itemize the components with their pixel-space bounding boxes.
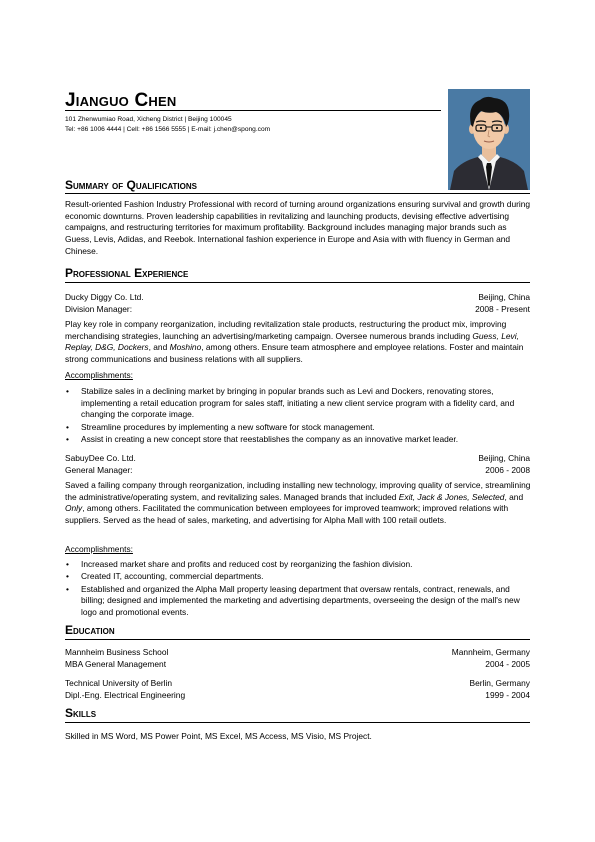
job2-accomplishments-label: Accomplishments: [65,544,133,554]
job1-company: Ducky Diggy Co. Ltd. [65,292,144,302]
job1-description: Play key role in company reorganization, including revitalization stale products, restructuring the product mix, improving merchandising strategies, launching an advertising/marketing campaign. Oversee numerous brands including Guess, Levi, Replay, D&G, Dockers, and Moshino, among others. Ensure team atmosphere and employee relations. Foster and maintain strong communications and business relations with all suppliers. [65,319,524,365]
education-heading: Education [65,623,115,637]
skills-text: Skilled in MS Word, MS Power Point, MS Excel, MS Access, MS Visio, MS Project. [65,731,372,741]
school2-dates: 1999 - 2004 [485,690,530,700]
school1-name: Mannheim Business School [65,647,169,657]
job2-location: Beijing, China [478,453,530,463]
job2-company-row [65,453,530,463]
job1-accomplishments-label: Accomplishments: [65,370,133,380]
education-rule [65,639,530,640]
job2-brand-last: Only [65,503,83,514]
address-line: 101 Zhenwumiao Road, Xicheng District | Beijing 100045 [65,116,232,123]
summary-heading: Summary of Qualifications [65,178,197,192]
contact-line: Tel: +86 1006 4444 | Cell: +86 1566 5555 | E-mail: j.chen@spong.com [65,126,271,133]
school2-degree: Dipl.-Eng. Electrical Engineering [65,690,186,700]
summary-text: Result-oriented Fashion Industry Professional with record of turning around organizations ensuring survival and growth during economic downturns. Proven leadership capabilities in revitalizing and launching products, devising effective advertising campaigns, and restructuring territories for maximum profitability. Background includes managing major brands such as Guess, Levis, Adidas, and Reebok. International fashion experience in Europe and Asia with with fluency in German and Chinese. [65,199,531,256]
experience-rule [65,282,530,283]
school2-location: Berlin, Germany [469,678,530,688]
list-item: • Assist in creating a new concept store that reestablishes the company as an innovative market leader. [66,434,459,444]
list-item: • Established and organized the Alpha Mall property leasing department that oversaw rentals, contract, renewals, and billing; designed and implemented the marketing and advertising departments, overseeing the design of the mall's new logo and promotional events. [66,583,520,617]
job1-accomplishments-list [65,386,531,446]
job2-brands: Exit, Jack & Jones, Selected [398,491,505,502]
school1-dates: 2004 - 2005 [485,659,530,669]
school2-name: Technical University of Berlin [65,678,173,688]
profile-photo [448,89,530,190]
school1-location: Mannheim, Germany [451,647,530,657]
job2-company: SabuyDee Co. Ltd. [65,453,136,463]
job2-accomplishments-list [65,559,531,619]
job1-company-row [65,292,530,302]
list-item: • Increased market share and profits and reduced cost by reorganizing the fashion division. [66,559,413,569]
school1-degree: MBA General Management [65,659,167,669]
school1-row [65,647,530,657]
job1-brand-last: Moshino [169,342,202,353]
school2-row [65,678,530,688]
list-item: • Created IT, accounting, commercial departments. [66,571,264,582]
job1-brands: Guess, Levi, Replay, D&G, Dockers [65,330,519,353]
list-item: • Stabilize sales in a declining market by bringing in popular brands such as Levi and Dockers, renovating stores, implementing a retail education program for sales staff, initiating a new client service program with a fidelity card, and changing the corporate image. [66,386,515,420]
job2-title: General Manager: [65,465,133,475]
job2-dates: 2006 - 2008 [485,465,530,475]
skills-rule [65,722,530,723]
header-rule [65,110,441,111]
job1-title-row [65,304,530,314]
list-item: • Streamline procedures by implementing a new software for stock management. [66,421,375,432]
summary-rule [65,193,530,194]
candidate-name: Jianguo Chen [65,90,177,111]
job1-dates: 2008 - Present [475,304,530,314]
job1-location: Beijing, China [478,292,530,302]
job2-description: Saved a failing company through reorganization, including installing new technology, improving quality of service, streamlining the administrative/operating system, and revitalizing sales. Managed brands that included Exit, Jack & Jones, Selected, and Only, among others. Facilitated the communication between employees for improved teamwork; improved relations with suppliers. Served as the head of sales, marketing, and advertising for Alpha Mall with 100 retail outlets. [65,480,531,526]
skills-heading: Skills [65,706,97,720]
job1-title: Division Manager: [65,304,133,314]
experience-heading: Professional Experience [65,266,189,280]
job2-title-row [65,465,530,475]
school1-degree-row [65,659,530,669]
school2-degree-row [65,690,530,700]
